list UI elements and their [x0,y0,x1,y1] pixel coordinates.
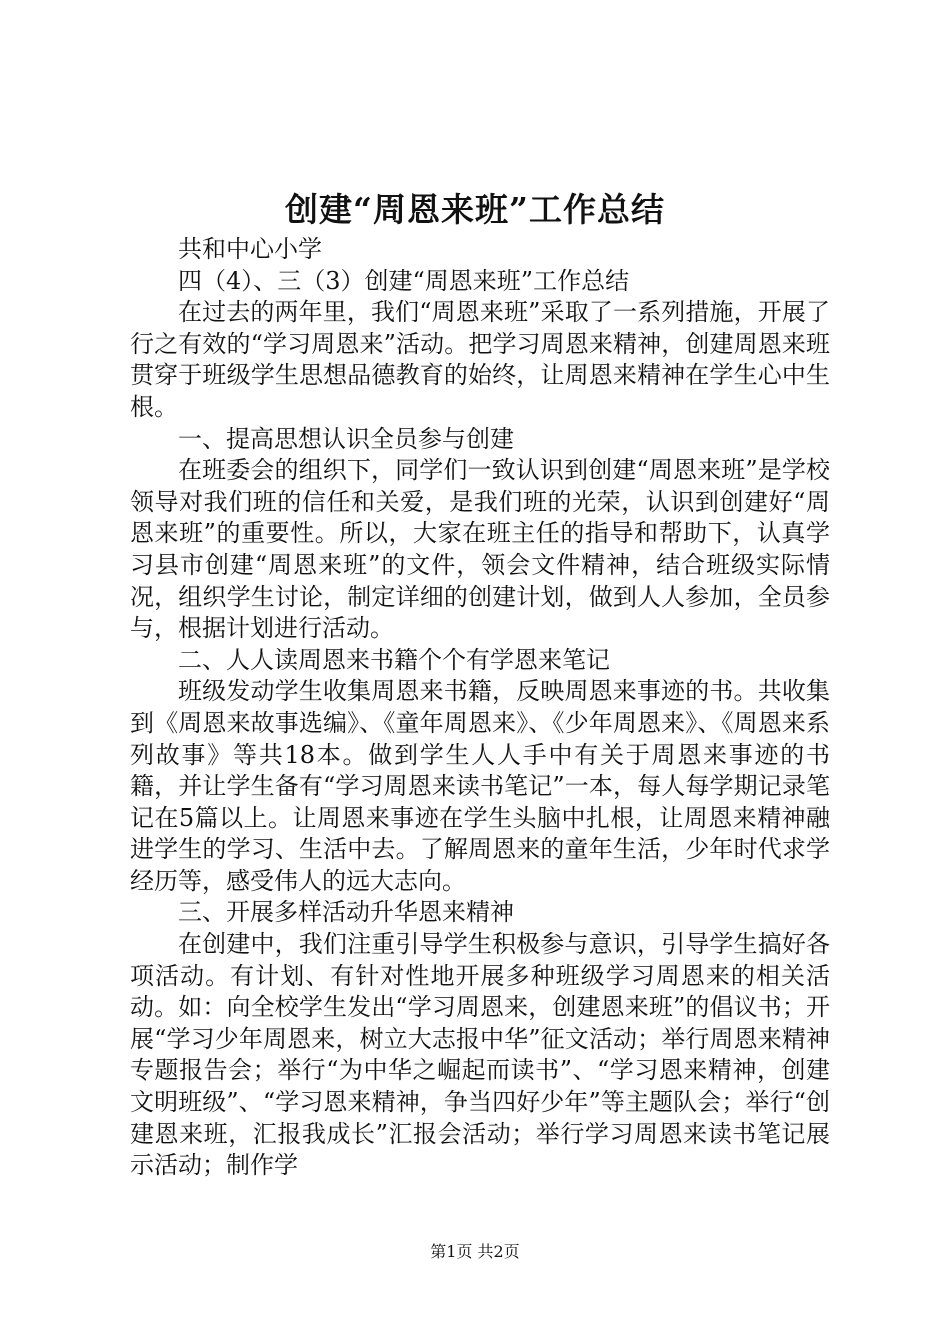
document-title: 创建“周恩来班”工作总结 [285,190,665,229]
school-name: 共和中心小学 [178,235,322,263]
page-footer: 第1页 共2页 [430,1242,520,1261]
section-heading-3: 三、开展多样活动升华恩来精神 [178,898,514,927]
section-heading-1: 一、提高思想认识全员参与创建 [178,424,514,453]
section-3-paragraph: 在创建中，我们注重引导学生积极参与意识，引导学生搞好各项活动。有计划、有针对性地开展多种班级学习周恩来的相关活动。如：向全校学生发出“学习周恩来，创建恩来班”的倡议书；开展“学习少年周恩来，树立大志报中华”征文活动；举行周恩来精神专题报告会；举行“为中华之崛起而读书”、“学习恩来精神，创建文明班级”、“学习恩来精神，争当四好少年”等主题队会；举行“创建恩来班，汇报我成长”汇报会活动；举行学习周恩来读书笔记展示活动；制作学 [130,930,830,1180]
section-heading-2: 二、人人读周恩来书籍个个有学恩来笔记 [178,645,610,674]
section-1-paragraph: 在班委会的组织下，同学们一致认识到创建“周恩来班”是学校领导对我们班的信任和关爱，是我们班的光荣，认识到创建好“周恩来班”的重要性。所以，大家在班主任的指导和帮助下，认真学习县市创建“周恩来班”的文件，领会文件精神，结合班级实际情况，组织学生讨论，制定详细的创建计划，做到人人参加，全员参与，根据计划进行活动。 [130,456,830,643]
document-body [130,234,830,1182]
intro-paragraph: 在过去的两年里，我们“周恩来班”采取了一系列措施，开展了行之有效的“学习周恩来”活动。把学习周恩来精神，创建周恩来班贯穿于班级学生思想品德教育的始终，让周恩来精神在学生心中生根。 [130,298,830,421]
section-2-paragraph: 班级发动学生收集周恩来书籍，反映周恩来事迹的书。共收集到《周恩来故事选编》、《童年周恩来》、《少年周恩来》、《周恩来系列故事》等共18本。做到学生人人手中有关于周恩来事迹的书籍，并让学生备有“学习周恩来读书笔记”一本，每人每学期记录笔记在5篇以上。让周恩来事迹在学生头脑中扎根，让周恩来精神融进学生的学习、生活中去。了解周恩来的童年生活，少年时代求学经历等，感受伟人的远大志向。 [130,677,830,895]
subtitle-line: 四（4）、三（3）创建“周恩来班”工作总结 [178,266,630,295]
